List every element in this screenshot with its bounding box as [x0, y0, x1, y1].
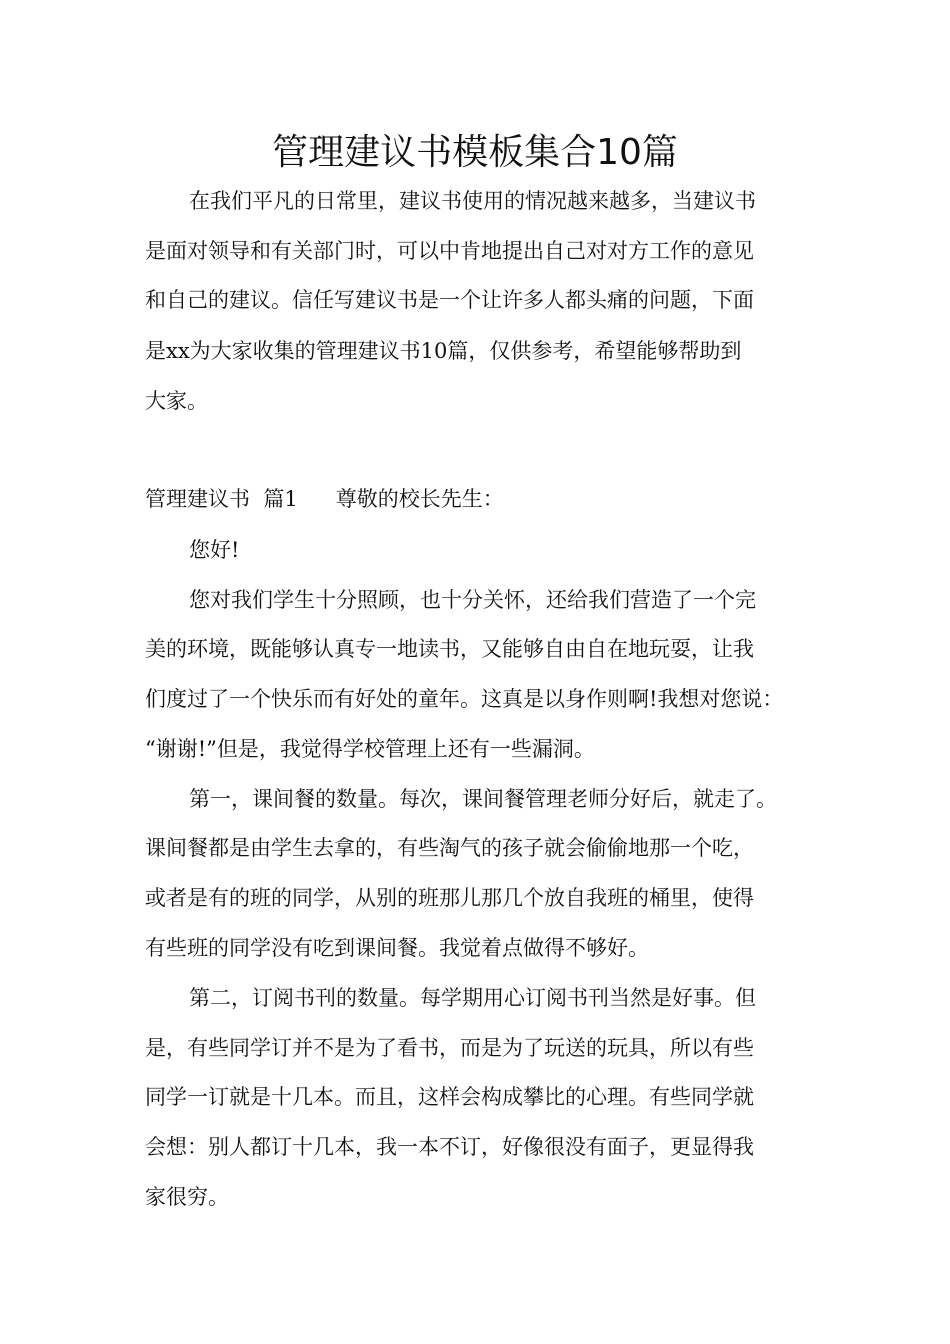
paragraph1-line-3: 们度过了一个快乐而有好处的童年。这真是以身作则啊!我想对您说： — [145, 687, 784, 711]
paragraph3-line-2: 是，有些同学订并不是为了看书，而是为了玩送的玩具，所以有些 — [145, 1036, 754, 1060]
greeting: 您好! — [189, 538, 240, 562]
paragraph2-line-4: 有些班的同学没有吃到课间餐。我觉着点做得不够好。 — [145, 936, 649, 960]
intro-line-4: 是xx为大家收集的管理建议书10篇，仅供参考，希望能够帮助到 — [145, 339, 742, 363]
paragraph2-line-2: 课间餐都是由学生去拿的，有些淘气的孩子就会偷偷地那一个吃， — [145, 836, 754, 860]
section-heading: 管理建议书 篇1 — [145, 487, 298, 511]
salutation: 尊敬的校长先生： — [335, 487, 504, 511]
paragraph1-line-4: “谢谢!”但是，我觉得学校管理上还有一些漏洞。 — [145, 737, 595, 761]
document-title: 管理建议书模板集合10篇 — [272, 132, 678, 173]
paragraph2-line-3: 或者是有的班的同学，从别的班那儿那几个放自我班的桶里，使得 — [145, 886, 754, 910]
paragraph3-line-3: 同学一订就是十几本。而且，这样会构成攀比的心理。有些同学就 — [145, 1085, 754, 1109]
section-heading-row — [145, 484, 504, 514]
paragraph1-line-2: 美的环境，既能够认真专一地读书，又能够自由自在地玩耍，让我 — [145, 637, 754, 661]
paragraph3-line-1: 第二，订阅书刊的数量。每学期用心订阅书刊当然是好事。但 — [189, 986, 756, 1010]
paragraph2-line-1: 第一，课间餐的数量。每次，课间餐管理老师分好后，就走了。 — [189, 787, 777, 811]
paragraph1-line-1: 您对我们学生十分照顾，也十分关怀，还给我们营造了一个完 — [189, 588, 756, 612]
intro-line-3: 和自己的建议。信任写建议书是一个让许多人都头痛的问题，下面 — [145, 288, 754, 312]
paragraph3-line-4: 会想：别人都订十几本，我一本不订，好像很没有面子，更显得我 — [145, 1135, 754, 1159]
paragraph3-line-5: 家很穷。 — [145, 1185, 229, 1209]
intro-line-5: 大家。 — [145, 389, 208, 413]
intro-line-1: 在我们平凡的日常里，建议书使用的情况越来越多，当建议书 — [189, 189, 756, 213]
intro-line-2: 是面对领导和有关部门时，可以中肯地提出自己对对方工作的意见 — [145, 239, 754, 263]
